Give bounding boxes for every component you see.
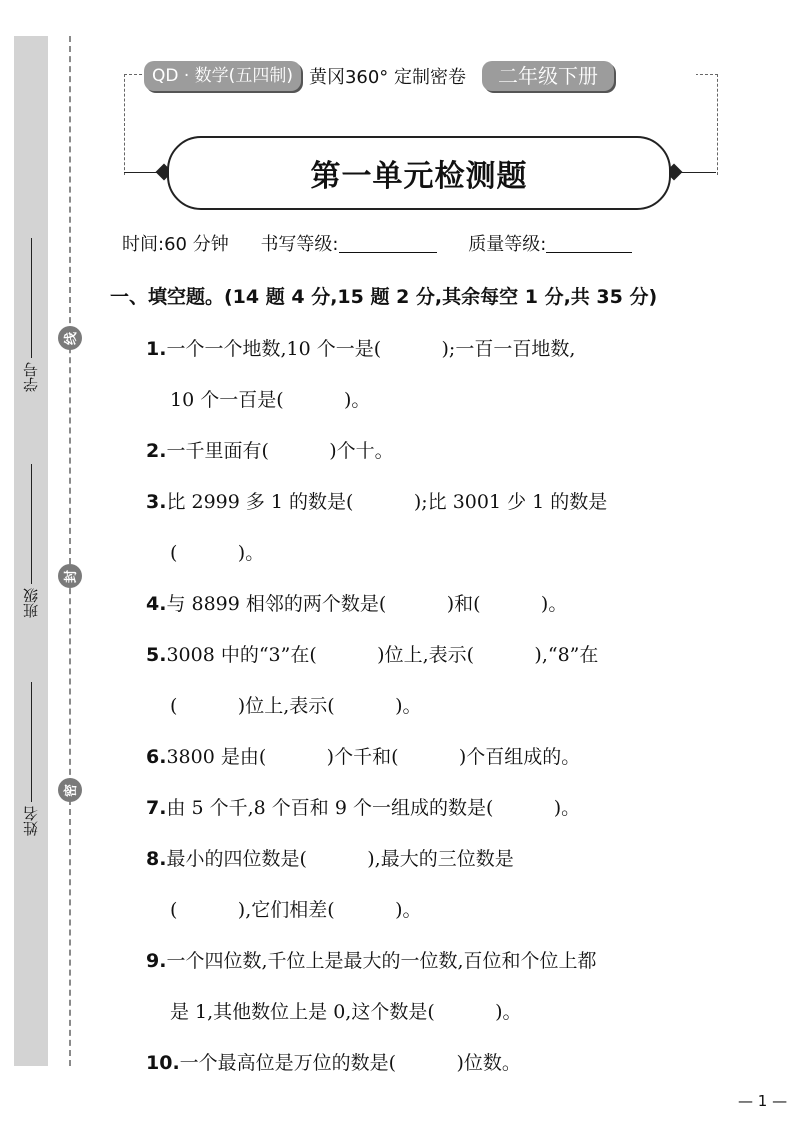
series-tag: QD · 数学(五四制)	[144, 61, 301, 91]
question-3-line-2: ( )。	[170, 542, 265, 564]
page-number: — 1 —	[738, 1092, 788, 1110]
title-box	[167, 136, 671, 210]
question-9-line-2: 是 1,其他数位上是 0,这个数是( )。	[170, 1001, 522, 1023]
question-8-line-1: 8.最小的四位数是( ),最大的三位数是	[146, 848, 514, 870]
exam-meta	[122, 230, 722, 256]
question-2-line-1: 2.一千里面有( )个十。	[146, 440, 394, 462]
student-id-field	[16, 232, 46, 392]
student-id-label: 学号	[21, 362, 40, 392]
grade-tag: 二年级下册	[482, 61, 614, 91]
quality-grade-label: 质量等级:	[468, 234, 547, 255]
question-6-line-1: 6.3800 是由( )个千和( )个百组成的。	[146, 746, 581, 768]
question-1-line-2: 10 个一百是( )。	[170, 389, 371, 411]
time-text: 时间:60 分钟	[122, 234, 229, 255]
section-heading: 一、填空题。(14 题 4 分,15 题 2 分,其余每空 1 分,共 35 分)	[110, 286, 658, 308]
question-9-line-1: 9.一个四位数,千位上是最大的一位数,百位和个位上都	[146, 950, 597, 972]
header-bar	[144, 60, 696, 92]
quality-grade-blank[interactable]	[546, 234, 632, 253]
question-3-line-1: 3.比 2999 多 1 的数是( );比 3001 少 1 的数是	[146, 491, 608, 513]
question-1-line-1: 1.一个一个地数,10 个一是( );一百一百地数,	[146, 338, 576, 360]
question-5-line-2: ( )位上,表示( )。	[170, 695, 422, 717]
cut-line	[69, 36, 71, 1066]
class-underline	[31, 464, 32, 584]
name-underline	[31, 682, 32, 802]
writing-grade-blank[interactable]	[339, 234, 437, 253]
writing-grade-label: 书写等级:	[260, 234, 339, 255]
question-7-line-1: 7.由 5 个千,8 个百和 9 个一组成的数是( )。	[146, 797, 581, 819]
student-id-underline	[31, 238, 32, 358]
question-4-line-1: 4.与 8899 相邻的两个数是( )和( )。	[146, 593, 568, 615]
class-field	[16, 458, 46, 618]
question-8-line-2: ( ),它们相差( )。	[170, 899, 422, 921]
brand-text: 黄冈360° 定制密卷	[308, 67, 467, 88]
seal-seal-mark: 封	[58, 564, 82, 588]
page-title: 第一单元检测题	[310, 159, 528, 194]
question-5-line-1: 5.3008 中的“3”在( )位上,表示( ),“8”在	[146, 644, 599, 666]
name-field	[16, 676, 46, 836]
seal-line-mark: 线	[58, 326, 82, 350]
question-10-line-1: 10.一个最高位是万位的数是( )位数。	[146, 1052, 521, 1074]
seal-secret-mark: 密	[58, 778, 82, 802]
name-label: 姓名	[21, 806, 40, 836]
class-label: 班级	[21, 588, 40, 618]
